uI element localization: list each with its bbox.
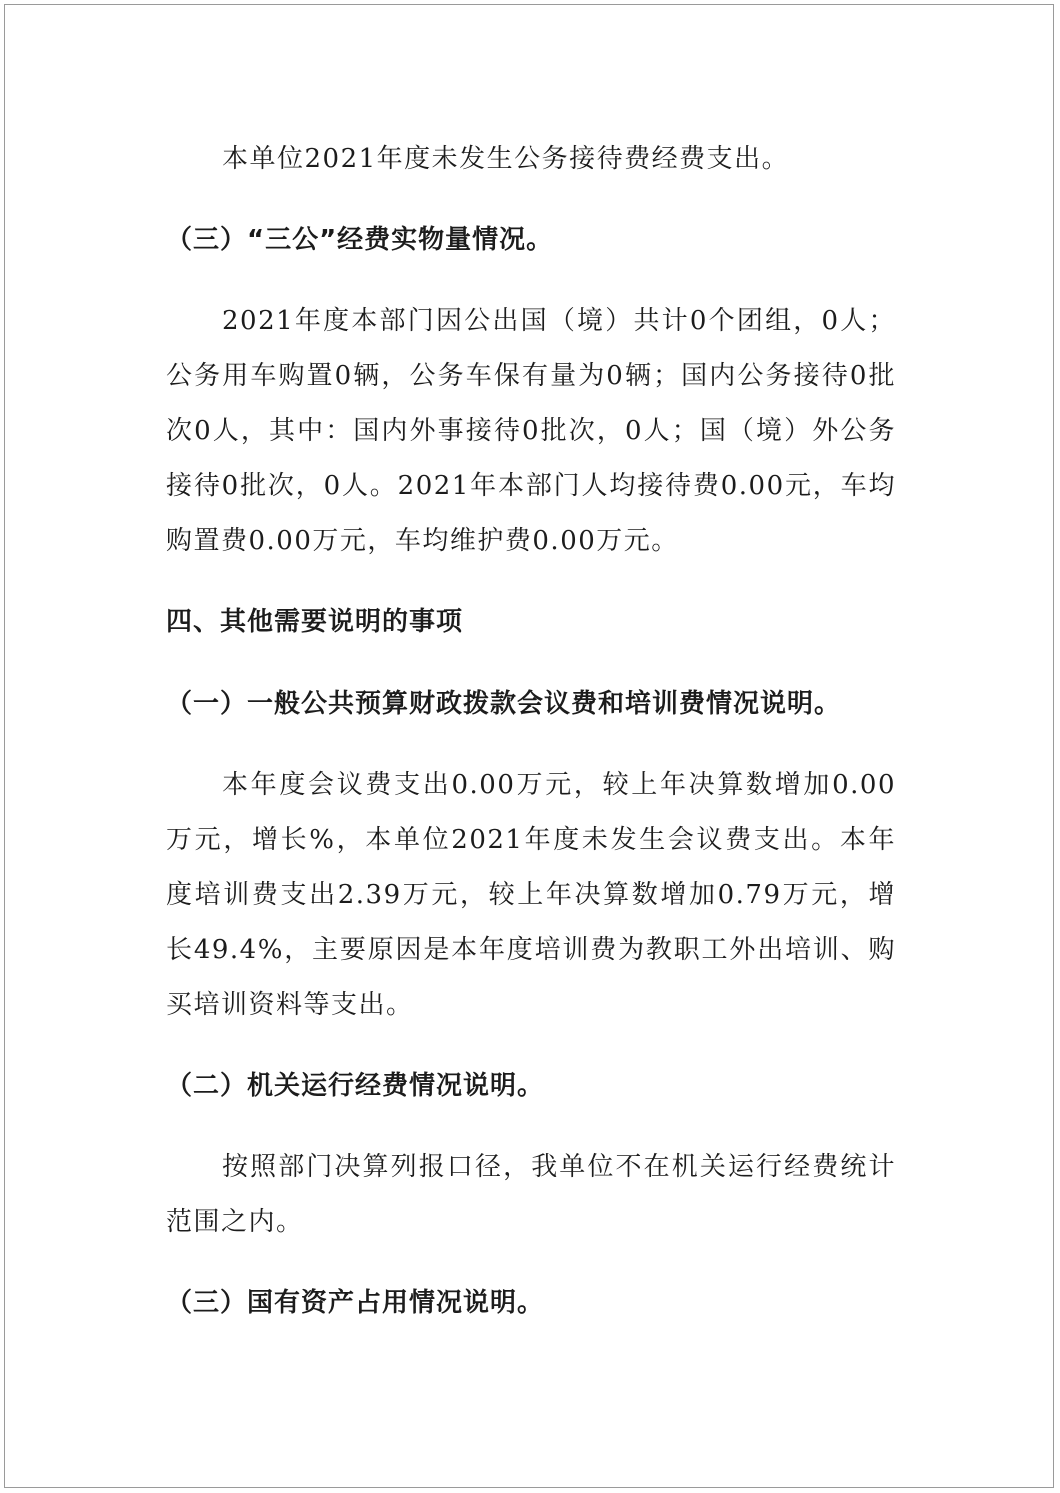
paragraph-meeting-training: 本年度会议费支出0.00万元，较上年决算数增加0.00万元，增长%，本单位2021年度未发生会议费支出。本年度培训费支出2.39万元，较上年决算数增加0.79万元，增长49.4%，主要原因是本年度培训费为教职工外出培训、购买培训资料等支出。 <box>166 770 896 1020</box>
paragraph-physical-quantities: 2021年度本部门因公出国（境）共计0个团组，0人；公务用车购置0辆，公务车保有量为0辆；国内公务接待0批次0人，其中：国内外事接待0批次，0人；国（境）外公务接待0批次，0人。2021年本部门人均接待费0.00元，车均购置费0.00万元，车均维护费0.00万元。 <box>166 306 896 556</box>
heading-other-matters: 四、其他需要说明的事项 <box>166 607 464 637</box>
document-body <box>166 132 896 1331</box>
heading-agency-operation: （二）机关运行经费情况说明。 <box>166 1071 545 1101</box>
heading-state-assets: （三）国有资产占用情况说明。 <box>166 1288 545 1318</box>
paragraph-hospitality-expense: 本单位2021年度未发生公务接待费经费支出。 <box>222 144 790 174</box>
heading-three-public-physical: （三）“三公”经费实物量情况。 <box>166 225 554 255</box>
paragraph-agency-operation: 按照部门决算列报口径，我单位不在机关运行经费统计范围之内。 <box>166 1152 896 1237</box>
heading-meeting-training: （一）一般公共预算财政拨款会议费和培训费情况说明。 <box>166 689 842 719</box>
